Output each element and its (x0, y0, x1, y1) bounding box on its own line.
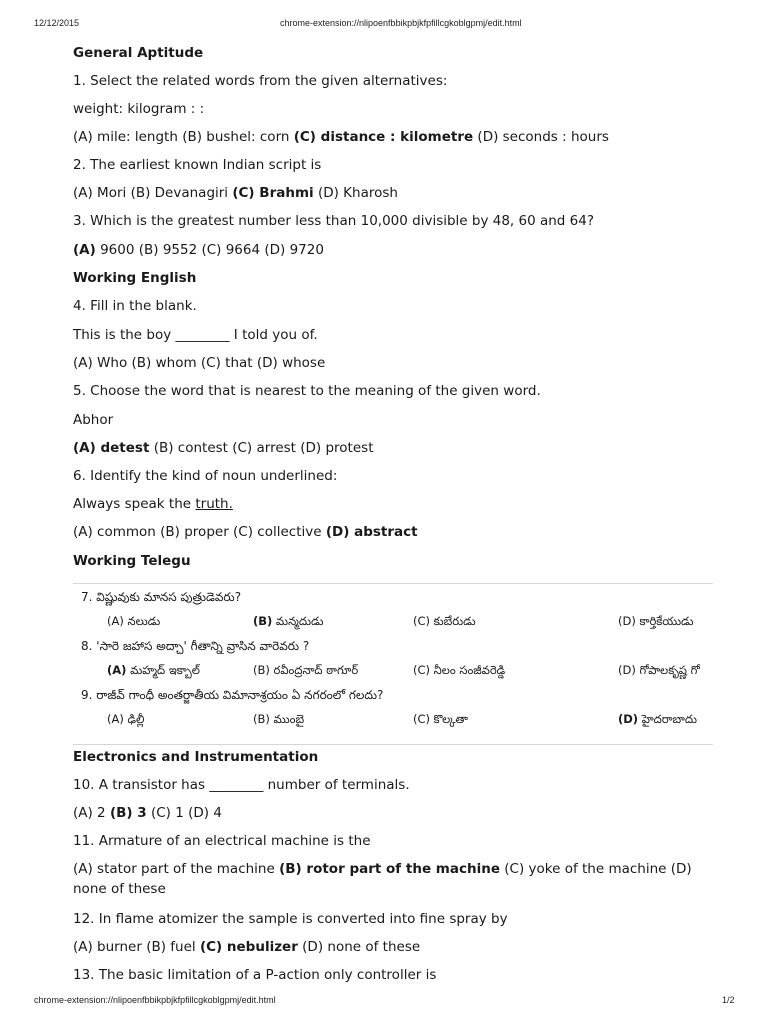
q8-option-a-text: మహ్మద్ ఇక్బాల్ (126, 663, 200, 677)
q7-option-c: (C) కుబేరుడు (413, 614, 476, 628)
q8-question: 8. 'సారె జహాస అద్చా' గీతాన్ని వ్రాసిన వారెవరు ? (81, 639, 310, 653)
q2-option-a: (A) Mori (73, 185, 131, 201)
q13-question: 13. The basic limitation of a P-action only controller is (73, 967, 437, 983)
section-electronics: Electronics and Instrumentation (73, 749, 319, 765)
q11-options (73, 859, 708, 899)
q8-option-d: (D) గోపాలకృష్ణ గో (618, 663, 700, 677)
q7-option-b-text: మన్మదుడు (272, 614, 324, 628)
q1-question: 1. Select the related words from the given alternatives: (73, 73, 448, 89)
q4-question: 4. Fill in the blank. (73, 298, 197, 314)
page-number: 1/2 (722, 995, 735, 1005)
section-working-english: Working English (73, 270, 197, 286)
q6-option-d-answer: (D) abstract (325, 524, 418, 540)
q6-options-abc: (A) common (B) proper (C) collective (73, 524, 326, 540)
q7-option-b-label: (B) (253, 614, 273, 628)
q5-word: Abhor (73, 412, 114, 428)
q10-question: 10. A transistor has ________ number of terminals. (73, 777, 410, 793)
q1-option-d: (D) seconds : hours (473, 129, 609, 145)
q7-option-b-answer (253, 614, 323, 631)
q3-option-a-answer: (A) (73, 242, 96, 258)
q9-option-d-label: (D) (618, 712, 639, 726)
q7-question: 7. విష్ణువుకు మానస పుత్రుడెవరు? (81, 590, 242, 604)
q12-options (73, 938, 420, 956)
q9-option-d-answer (618, 712, 713, 729)
q9-option-b: (B) ముంబై (253, 712, 305, 726)
q12-options-ab: (A) burner (B) fuel (73, 939, 200, 955)
q11-option-b-answer: (B) rotor part of the machine (279, 861, 500, 877)
q6-question: 6. Identify the kind of noun underlined: (73, 468, 338, 484)
q5-option-a-answer: (A) detest (73, 440, 150, 456)
q9-option-c: (C) కొల్కతా (413, 712, 468, 726)
q7-option-d: (D) కార్తికేయుడు (618, 614, 694, 628)
q8-option-c: (C) నీలం సంజీవరెడ్డి (413, 663, 506, 677)
q11-question: 11. Armature of an electrical machine is the (73, 833, 371, 849)
q2-option-c-answer: (C) Brahmi (232, 185, 314, 201)
q8-option-a-label: (A) (107, 663, 127, 677)
q4-sentence: This is the boy ________ I told you of. (73, 327, 318, 343)
q1-stem: weight: kilogram : : (73, 101, 205, 117)
q10-options-rest: (C) 1 (D) 4 (146, 805, 222, 821)
section-general-aptitude: General Aptitude (73, 45, 204, 61)
q7-option-a: (A) నలుడు (107, 614, 161, 628)
q12-option-c-answer: (C) nebulizer (199, 939, 298, 955)
q5-options (73, 439, 373, 457)
q9-question: 9. రాజీవ్ గాంధీ అంతర్జాతీయ విమానాశ్రయం ఏ నగరంలో గలదు? (81, 688, 384, 702)
q6-options (73, 523, 418, 541)
q6-sentence-start: Always speak the (73, 496, 196, 512)
q2-options (73, 184, 398, 202)
q5-options-rest: (B) contest (C) arrest (D) protest (149, 440, 374, 456)
print-date: 12/12/2015 (34, 18, 80, 28)
q8-option-b: (B) రవీంద్రనాద్ ఠాగూర్ (253, 663, 359, 677)
q9-option-d-text: హైదరాబాదు (638, 712, 697, 726)
q2-option-b: (B) Devanagiri (130, 185, 233, 201)
q12-option-d: (D) none of these (297, 939, 421, 955)
print-footer-url: chrome-extension://nlipoenfbbikpbjkfpfillcgkoblgpmj/edit.html (34, 995, 276, 1005)
q10-options (73, 804, 222, 822)
q1-option-b: (B) bushel: corn (182, 129, 294, 145)
q4-options: (A) Who (B) whom (C) that (D) whose (73, 355, 326, 371)
q10-option-b-answer: (B) 3 (109, 805, 147, 821)
q6-underlined-noun: truth. (195, 496, 233, 512)
q3-options-rest: 9600 (B) 9552 (C) 9664 (D) 9720 (95, 242, 324, 258)
q12-question: 12. In flame atomizer the sample is converted into fine spray by (73, 911, 508, 927)
q6-sentence (73, 495, 233, 513)
q9-option-a: (A) ఢిల్లీ (107, 712, 145, 726)
q2-option-d: (D) Kharosh (313, 185, 398, 201)
q3-options (73, 241, 324, 259)
q8-option-a-answer (107, 663, 200, 680)
q1-option-c-answer: (C) distance : kilometre (293, 129, 474, 145)
q10-option-a: (A) 2 (73, 805, 110, 821)
q5-question: 5. Choose the word that is nearest to the meaning of the given word. (73, 383, 541, 399)
q1-option-a: (A) mile: length (73, 129, 183, 145)
telugu-questions-block (73, 583, 713, 745)
q2-question: 2. The earliest known Indian script is (73, 157, 322, 173)
q11-options-rest: (C) yoke of the machine (D) none of these (73, 861, 692, 897)
q3-question: 3. Which is the greatest number less than 10,000 divisible by 48, 60 and 64? (73, 213, 595, 229)
q11-option-a: (A) stator part of the machine (73, 861, 280, 877)
print-header-url: chrome-extension://nlipoenfbbikpbjkfpfillcgkoblgpmj/edit.html (280, 18, 522, 28)
section-working-telugu: Working Telegu (73, 553, 191, 569)
q1-options (73, 128, 609, 146)
